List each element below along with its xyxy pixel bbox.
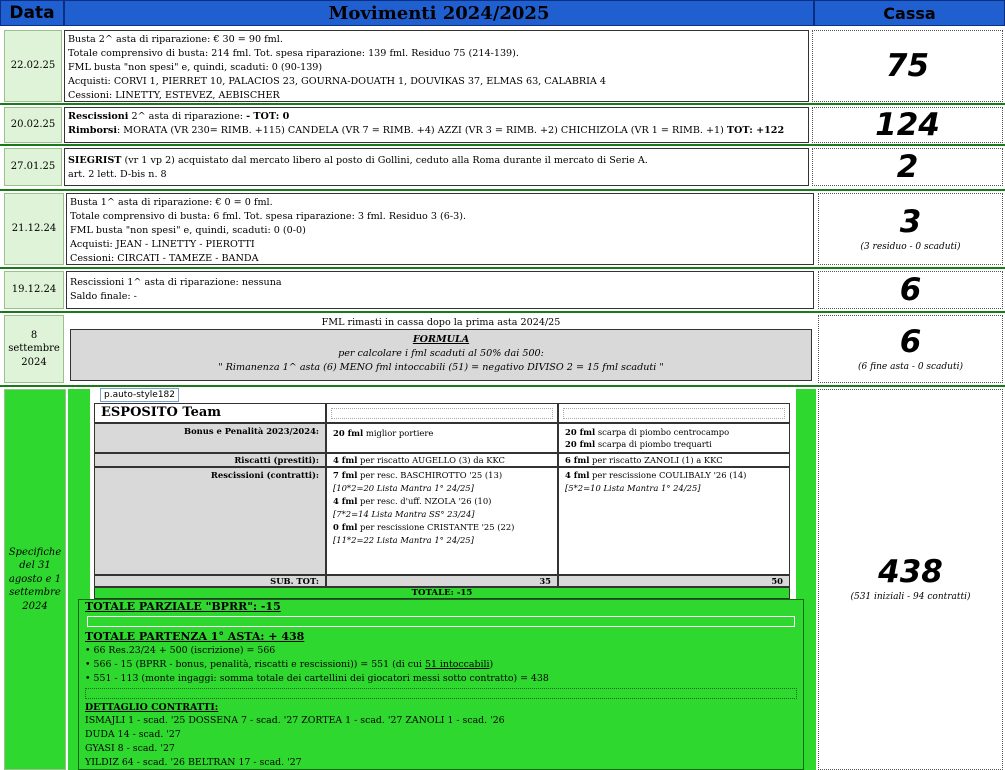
text-line — [565, 469, 783, 482]
text-span: per resc. d'uff. NZOLA '26 (10) — [357, 496, 492, 506]
text-line: Totale comprensivo di busta: 6 fml. Tot. spesa riparazione: 3 fml. Residuo 3 (6-3). — [70, 211, 467, 222]
bonus-col2 — [558, 423, 790, 453]
resc-col1 — [326, 467, 558, 575]
row-date: 21.12.24 — [4, 193, 64, 265]
text-bold: 20 fml — [565, 427, 596, 437]
text-span: per riscatto ZANOLI (1) a KKC — [589, 455, 723, 465]
text-span: scarpa di piombo trequarti — [595, 439, 712, 449]
text-line — [565, 438, 783, 450]
text-bold: 4 fml — [333, 455, 358, 465]
text-line: Acquisti: CORVI 1, PIERRET 10, PALACIOS 23, GOURNA-DOUATH 1, DOUVIKAS 37, ELMAS 63, CALABRIA 4 — [68, 76, 606, 87]
esposito-table — [94, 403, 790, 599]
text-line: Acquisti: JEAN - LINETTY - PIEROTTI — [70, 239, 255, 250]
date-line: del 31 — [19, 560, 51, 572]
riscatti-col2 — [558, 453, 790, 467]
cassa-value: 75 — [885, 47, 930, 84]
text-span: per rescissione CRISTANTE '25 (22) — [357, 522, 515, 532]
text-bold: 20 fml — [333, 428, 364, 438]
text-line — [565, 426, 783, 438]
empty-field — [563, 408, 785, 419]
contract-line: YILDIZ 64 - scad. '26 BELTRAN 17 - scad. '27 — [85, 757, 302, 768]
text-bold: SIEGRIST — [68, 155, 122, 166]
label-rescissioni: Rescissioni (contratti): — [94, 467, 326, 575]
text-bold: 4 fml — [565, 470, 590, 480]
bullet-line: • 66 Res.23/24 + 500 (iscrizione) = 566 — [85, 645, 276, 656]
header-title: Movimenti 2024/2025 — [64, 0, 814, 26]
row-separator — [0, 103, 1005, 105]
row-date: 27.01.25 — [4, 148, 62, 186]
text-line: Rescissioni 1^ asta di riparazione: nessuna — [70, 277, 282, 288]
text-line — [333, 469, 551, 482]
contract-line: GYASI 8 - scad. '27 — [85, 743, 175, 754]
text-span: per resc. BASCHIROTTO '25 (13) — [357, 470, 503, 480]
cassa-value: 6 — [899, 271, 922, 308]
text-span: • 566 - 15 (BPRR - bonus, penalità, riscatti e rescissioni)) = 551 (di cui — [85, 659, 425, 670]
spacer-field — [85, 688, 797, 699]
date-line: 2024 — [22, 600, 48, 612]
cassa-value: 124 — [875, 106, 940, 143]
contract-line: ISMAJLI 1 - scad. '25 DOSSENA 7 - scad. '27 ZORTEA 1 - scad. '27 ZANOLI 1 - scad. '26 — [85, 715, 505, 726]
text-line — [333, 427, 551, 439]
text-bold: Rescissioni — [68, 111, 129, 122]
label-riscatti: Riscatti (prestiti): — [94, 453, 326, 467]
row-movement — [64, 107, 809, 143]
cassa-cell — [818, 389, 1003, 770]
text-bold: TOT: +122 — [726, 125, 785, 136]
spacer-field — [87, 616, 795, 627]
row-separator — [0, 385, 1005, 387]
text-line — [333, 521, 551, 534]
text-line — [68, 154, 805, 168]
text-span: ) — [489, 659, 494, 670]
row-date — [4, 315, 64, 383]
text-bold: 7 fml — [333, 470, 358, 480]
date-line: agosto e 1 — [8, 573, 62, 585]
text-span: miglior portiere — [363, 428, 434, 438]
text-bold: 4 fml — [333, 496, 358, 506]
text-bold: 20 fml — [565, 439, 596, 449]
row-movement — [66, 193, 814, 265]
text-line — [333, 495, 551, 508]
date-line: settembre — [9, 587, 61, 599]
text-line: [5*2=10 Lista Mantra 1° 24/25] — [565, 483, 701, 493]
cassa-value: 6 — [899, 323, 922, 360]
text-span: 2^ asta di riparazione: — [128, 111, 247, 122]
team-name: ESPOSITO Team — [94, 403, 326, 423]
text-line: art. 2 lett. D-bis n. 8 — [68, 169, 167, 180]
cassa-value: 3 — [899, 203, 922, 240]
text-line: Cessioni: CIRCATI - TAMEZE - BANDA — [70, 253, 259, 264]
formula-line: " Rimanenza 1^ asta (6) MENO fml intoccabili (51) = negativo DIVISO 2 = 15 fml scaduti " — [218, 362, 664, 373]
totale-partenza: TOTALE PARTENZA 1° ASTA: + 438 — [85, 630, 305, 643]
text-line: Busta 1^ asta di riparazione: € 0 = 0 fml. — [70, 197, 273, 208]
row-movement — [66, 271, 814, 309]
date-line: 8 — [30, 329, 38, 341]
bullet-line — [85, 658, 797, 672]
cassa-note: (6 fine asta - 0 scaduti) — [858, 361, 963, 372]
date-line: settembre — [8, 343, 60, 355]
row-date: 22.02.25 — [4, 30, 62, 102]
table-cell — [558, 403, 790, 423]
dettaglio-title: DETTAGLIO CONTRATTI: — [85, 702, 219, 713]
cassa-cell — [818, 315, 1003, 383]
subtot-col2: 50 — [558, 575, 790, 587]
empty-field — [331, 408, 553, 419]
cassa-cell — [812, 30, 1003, 102]
bullet-line: • 551 - 113 (monte ingaggi: somma totale dei cartellini dei giocatori messi sotto contratto) = 438 — [85, 673, 549, 684]
header-date: Data — [0, 0, 64, 26]
totale-parziale: TOTALE PARZIALE "BPRR": -15 — [85, 600, 281, 613]
text-line: Busta 2^ asta di riparazione: € 30 = 90 fml. — [68, 34, 283, 45]
formula-line: per calcolare i fml scaduti al 50% dai 500: — [338, 348, 544, 359]
row-date: 19.12.24 — [4, 271, 64, 309]
date-line: Specifiche — [8, 546, 62, 558]
text-bold: - TOT: 0 — [246, 111, 290, 122]
row-separator — [0, 267, 1005, 269]
fml-title: FML rimasti in cassa dopo la prima asta 2024/25 — [321, 317, 561, 328]
table-cell — [326, 403, 558, 423]
text-line: [7*2=14 Lista Mantra SS° 23/24] — [333, 509, 475, 519]
resc-col2 — [558, 467, 790, 575]
text-line: Saldo finale: - — [70, 291, 137, 302]
cassa-note: (531 iniziali - 94 contratti) — [850, 592, 971, 602]
text-bold: 6 fml — [565, 455, 590, 465]
riscatti-col1 — [326, 453, 558, 467]
header-cassa: Cassa — [814, 0, 1005, 26]
cassa-cell — [812, 148, 1003, 186]
text-span: : MORATA (VR 230= RIMB. +115) CANDELA (VR 7 = RIMB. +4) AZZI (VR 3 = RIMB. +2) CHICHIZOLA (VR 1 = RIMB. +1) — [116, 125, 727, 136]
text-line — [68, 110, 805, 124]
cassa-cell — [818, 193, 1003, 265]
row-date — [4, 389, 66, 770]
text-span: per riscatto AUGELLO (3) da KKC — [357, 455, 505, 465]
cassa-note: (3 residuo - 0 scaduti) — [860, 241, 961, 252]
text-span: per rescissione COULIBALY '26 (14) — [589, 470, 747, 480]
text-span: (vr 1 vp 2) acquistato dal mercato libero al posto di Gollini, ceduto alla Roma durante il mercato di Serie A. — [121, 155, 648, 166]
cassa-value: 438 — [878, 554, 943, 590]
text-line: FML busta "non spesi" e, quindi, scaduti: 0 (90-139) — [68, 62, 323, 73]
cassa-cell — [812, 107, 1003, 143]
row-movement — [64, 148, 809, 186]
text-line: [11*2=22 Lista Mantra 1° 24/25] — [333, 535, 474, 545]
formula-title: FORMULA — [412, 334, 470, 345]
formula-box — [70, 329, 812, 381]
text-line: [10*2=20 Lista Mantra 1° 24/25] — [333, 483, 474, 493]
cassa-cell — [818, 271, 1003, 309]
row-movement — [64, 30, 809, 102]
date-line: 2024 — [21, 356, 47, 368]
text-span: 51 intoccabili — [425, 659, 490, 670]
bonus-col1 — [326, 423, 558, 453]
row-date: 20.02.25 — [4, 107, 62, 143]
text-bold: 0 fml — [333, 522, 358, 532]
text-line — [68, 124, 805, 138]
contract-line: DUDA 14 - scad. '27 — [85, 729, 181, 740]
label-bonus: Bonus e Penalità 2023/2024: — [94, 423, 326, 453]
element-tooltip: p.auto-style182 — [100, 388, 179, 402]
row-separator — [0, 144, 1005, 146]
row-separator — [0, 189, 1005, 191]
totale-row: TOTALE: -15 — [94, 587, 790, 599]
label-subtot: SUB. TOT: — [94, 575, 326, 587]
text-bold: Rimborsi — [68, 125, 117, 136]
summary-box — [78, 599, 804, 770]
text-line: Totale comprensivo di busta: 214 fml. Tot. spesa riparazione: 139 fml. Residuo 75 (214-139). — [68, 48, 519, 59]
text-span: scarpa di piombo centrocampo — [595, 427, 730, 437]
text-line: Cessioni: LINETTY, ESTEVEZ, AEBISCHER — [68, 90, 280, 101]
text-line: FML busta "non spesi" e, quindi, scaduti: 0 (0-0) — [70, 225, 306, 236]
row-movement — [66, 315, 816, 383]
row-separator — [0, 311, 1005, 313]
subtot-col1: 35 — [326, 575, 558, 587]
cassa-value: 2 — [896, 148, 919, 185]
